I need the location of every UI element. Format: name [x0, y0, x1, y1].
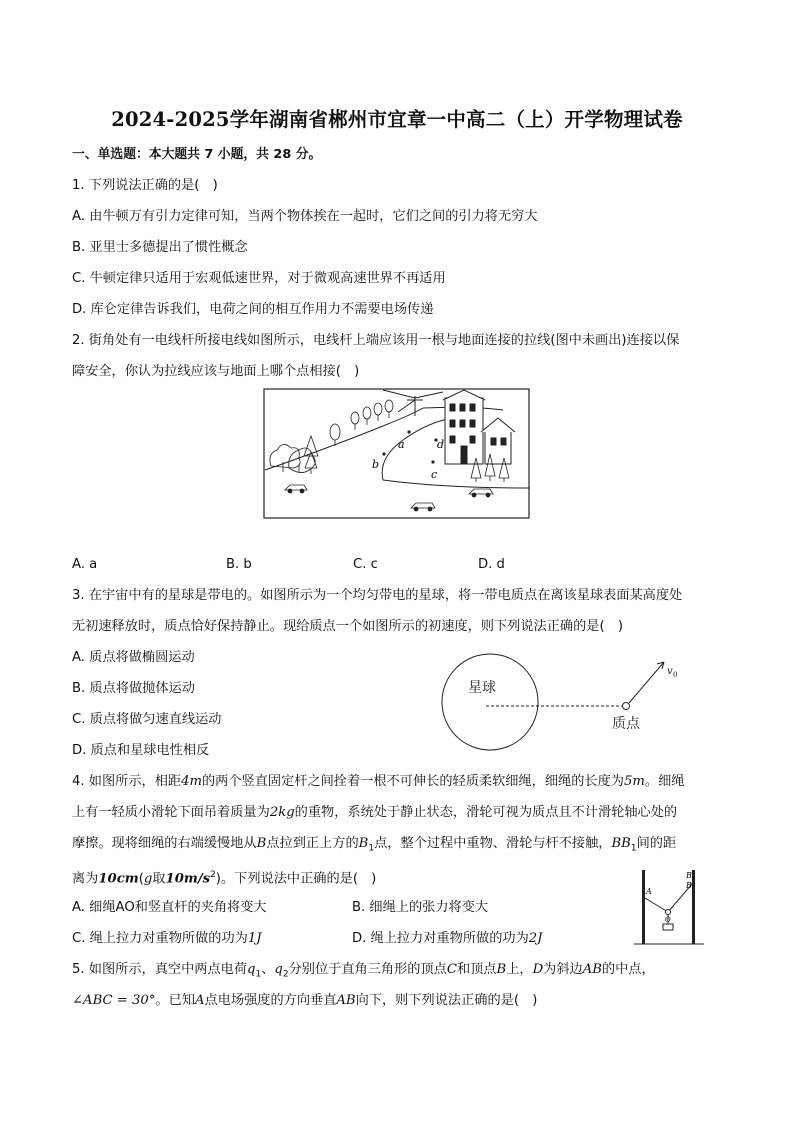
- q4-mass: 2kg: [269, 805, 295, 820]
- q4-option-d[interactable]: [352, 930, 542, 948]
- fig-label-b: B: [686, 881, 692, 890]
- q5-point-b: B: [496, 962, 507, 977]
- q4-text: )。下列说法中正确的是( ): [215, 871, 377, 887]
- q4-text: 。细绳: [644, 774, 685, 789]
- q5-text: 上，: [506, 962, 533, 977]
- q2-stem-line1: 2. 街角处有一电线杆所接电线如图所示，电线杆上端应该用一根与地面连接的拉线(图中未画出)连接以保: [72, 333, 680, 348]
- q4-option-c-value: 1J: [247, 931, 262, 946]
- q1-stem: 1. 下列说法正确的是( ): [72, 178, 218, 193]
- fig-point-b: b: [372, 458, 380, 471]
- particle: [623, 703, 630, 710]
- q1-option-b[interactable]: B. 亚里士多德提出了惯性概念: [72, 240, 248, 255]
- q4-segment-bb1: BB: [611, 836, 631, 851]
- planet-circle: [442, 654, 538, 750]
- q5-subscript: 2: [282, 969, 289, 980]
- q5-text: 为斜边: [543, 962, 583, 977]
- fig-label-b1-sub: 1: [691, 876, 695, 882]
- q4-text: (: [138, 871, 144, 887]
- velocity-label: v: [667, 666, 673, 677]
- q4-text: 取: [152, 871, 166, 887]
- q3-option-c[interactable]: C. 质点将做匀速直线运动: [72, 712, 222, 727]
- q5-segment-ab: AB: [582, 962, 602, 977]
- q5-text: 、: [261, 962, 275, 977]
- q4-text: 离为: [72, 871, 99, 887]
- q5-text: 的中点，: [601, 962, 655, 977]
- q5-text: 分别位于直角三角形的顶点: [288, 962, 447, 977]
- q5-stem-line1: [72, 961, 655, 984]
- q5-charge-q2: q: [274, 962, 283, 977]
- q5-text: 点电场强度的方向垂直: [204, 993, 337, 1008]
- q4-stem-line2: [72, 804, 677, 822]
- fig-label-o: O: [665, 916, 671, 924]
- q5-angle: ∠ABC = 30°: [72, 993, 156, 1008]
- planet-figure: [438, 652, 688, 754]
- rope-pulley-figure: [632, 866, 708, 948]
- q4-stem-line1: [72, 773, 684, 791]
- q2-option-d[interactable]: D. d: [478, 557, 505, 572]
- velocity-subscript: 0: [673, 671, 678, 679]
- q3-option-a[interactable]: A. 质点将做椭圆运动: [72, 650, 195, 665]
- fig-label-b1: B: [686, 871, 692, 880]
- q4-point-b1: B: [358, 836, 369, 851]
- q2-option-b[interactable]: B. b: [226, 557, 252, 572]
- page-title: 2024-2025学年湖南省郴州市宜章一中高二（上）开学物理试卷: [111, 108, 683, 131]
- q4-text: 4. 如图所示，相距: [72, 774, 182, 789]
- q4-option-c-text: C. 绳上拉力对重物所做的功为: [72, 931, 248, 946]
- q5-text: 5. 如图所示，真空中两点电荷: [72, 962, 248, 977]
- q3-option-d[interactable]: D. 质点和星球电性相反: [72, 743, 210, 758]
- q4-stem-line4: [72, 866, 376, 888]
- q1-option-d[interactable]: D. 库仑定律告诉我们，电荷之间的相互作用力不需要电场传递: [72, 302, 434, 317]
- q4-stem-line3: [72, 835, 676, 858]
- q4-text: 的重物，系统处于静止状态，滑轮可视为质点且不计滑轮轴心处的: [294, 805, 678, 820]
- q3-stem-line1: 3. 在宇宙中有的星球是带电的。如图所示为一个均匀带电的星球，将一带电质点在离该星球表面某高度处: [72, 588, 683, 603]
- q4-subscript: 1: [630, 843, 637, 854]
- q5-stem-line2: [72, 992, 537, 1010]
- q1-option-a[interactable]: A. 由牛顿万有引力定律可知，当两个物体挨在一起时，它们之间的引力将无穷大: [72, 209, 538, 224]
- q4-subscript: 1: [368, 843, 375, 854]
- q5-text: 和顶点: [456, 962, 497, 977]
- q5-text: 向下，则下列说法正确的是( ): [355, 993, 538, 1008]
- q3-stem-line2: 无初速释放时，质点恰好保持静止。现给质点一个如图所示的初速度，则下列说法正确的是( ): [72, 619, 623, 634]
- q4-option-d-text: D. 绳上拉力对重物所做的功为: [352, 931, 529, 946]
- q5-point-a: A: [194, 993, 205, 1008]
- q4-text: 间的距: [636, 836, 677, 851]
- q4-text: 点拉到正上方的: [266, 836, 359, 851]
- q5-charge-q1: q: [247, 962, 256, 977]
- q5-point-c: C: [446, 962, 457, 977]
- q4-g: g: [143, 871, 153, 887]
- q5-segment-ab: AB: [336, 993, 356, 1008]
- q4-text: 上有一轻质小滑轮下面吊着质量为: [72, 805, 270, 820]
- particle-label: 质点: [612, 716, 640, 732]
- fig-point-a: a: [398, 438, 405, 451]
- q1-option-c[interactable]: C. 牛顿定律只适用于宏观低速世界，对于微观高速世界不再适用: [72, 271, 446, 286]
- q4-point-b: B: [256, 836, 267, 851]
- q4-height: 10cm: [98, 871, 139, 887]
- fig-point-c: c: [431, 468, 438, 481]
- q4-distance: 4m: [181, 774, 202, 789]
- q5-text: 。已知: [155, 993, 195, 1008]
- planet-label: 星球: [468, 680, 496, 696]
- q5-point-d: D: [532, 962, 544, 977]
- q4-option-d-value: 2J: [528, 931, 543, 946]
- q2-option-c[interactable]: C. c: [353, 557, 378, 572]
- q4-option-c[interactable]: [72, 930, 262, 948]
- fig-label-a: A: [646, 887, 652, 896]
- fig-point-d: d: [437, 438, 445, 451]
- q4-option-a[interactable]: A. 细绳AO和竖直杆的夹角将变大: [72, 900, 267, 915]
- q4-rope-length: 5m: [624, 774, 645, 789]
- q5-subscript: 1: [255, 969, 262, 980]
- section-heading: 一、单选题：本大题共 7 小题，共 28 分。: [72, 147, 322, 162]
- q3-option-b[interactable]: B. 质点将做抛体运动: [72, 681, 195, 696]
- q4-text: 点，整个过程中重物、滑轮与杆不接触，: [374, 836, 612, 851]
- q4-g-value: 10m/s: [165, 871, 211, 887]
- q4-text: 的两个竖直固定杆之间拴着一根不可伸长的轻质柔软细绳，细绳的长度为: [202, 774, 624, 789]
- q4-option-b[interactable]: B. 细绳上的张力将变大: [352, 900, 489, 915]
- street-corner-figure: [263, 388, 531, 520]
- q4-superscript: 2: [210, 870, 216, 880]
- q2-option-a[interactable]: A. a: [72, 557, 98, 572]
- q4-text: 摩擦。现将细绳的右端缓慢地从: [72, 836, 257, 851]
- q2-stem-line2: 障安全，你认为拉线应该与地面上哪个点相接( ): [72, 364, 360, 379]
